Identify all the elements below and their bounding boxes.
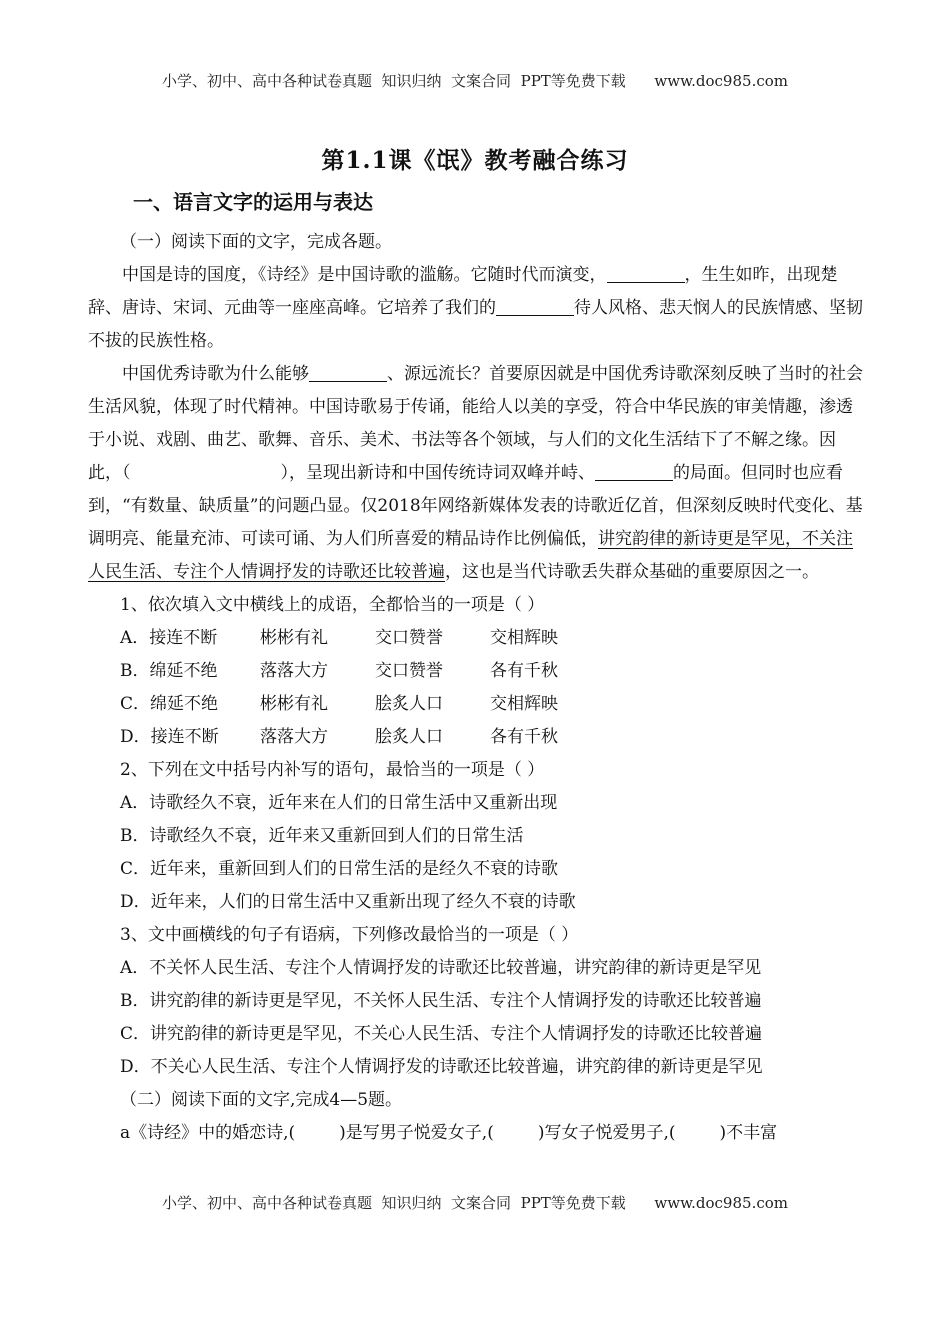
- question-2-option-d: D．近年来，人们的日常生活中又重新出现了经久不衰的诗歌: [120, 892, 576, 912]
- passage-paragraph-3: [88, 1117, 864, 1150]
- text-run: a《诗经》中的婚恋诗,(: [120, 1123, 296, 1143]
- part-two-heading: （二）阅读下面的文字,完成4—5题。: [120, 1090, 403, 1110]
- question-1-option-c: [88, 688, 864, 721]
- question-2-stem: 2、下列在文中括号内补写的语句，最恰当的一项是（ ）: [120, 760, 545, 780]
- text-run: ，这也是当代诗歌丢失群众基础的重要原因之一。: [445, 562, 819, 582]
- option-cell: 交口赞誉: [375, 628, 443, 648]
- page-header: 小学、初中、高中各种试卷真题 知识归纳 文案合同 PPT等免费下载 www.doc985.com: [161, 72, 788, 90]
- option-cell: 彬彬有礼: [260, 694, 328, 714]
- option-cell: B．绵延不绝: [120, 661, 218, 681]
- question-2-option-b: B．诗歌经久不衰，近年来又重新回到人们的日常生活: [120, 826, 524, 846]
- page-title: 第1.1课《氓》教考融合练习: [321, 147, 629, 174]
- question-3-stem: 3、文中画横线的句子有语病，下列修改最恰当的一项是（ ）: [120, 925, 579, 945]
- option-cell: 交相辉映: [490, 628, 558, 648]
- text-run: ，生生如昨，出现楚辞、唐诗、宋词、元曲等一座座高峰。它培养了我们的: [88, 265, 838, 318]
- option-cell: 交口赞誉: [375, 661, 443, 681]
- option-cell: D．接连不断: [120, 727, 219, 747]
- option-cell: 脍炙人口: [375, 727, 443, 747]
- text-run: 中国优秀诗歌为什么能够: [122, 364, 309, 384]
- option-cell: 交相辉映: [490, 694, 558, 714]
- option-cell: 落落大方: [260, 727, 328, 747]
- option-cell: 各有千秋: [490, 661, 558, 681]
- question-1-option-d: [88, 721, 864, 754]
- option-cell: 各有千秋: [490, 727, 558, 747]
- text-run: 中国是诗的国度，《诗经》是中国诗歌的滥觞。它随时代而演变，: [122, 265, 607, 285]
- passage-paragraph-1: [88, 259, 864, 358]
- text-run: 的局面。但同时也应看到，“有数量、缺质量”的问题凸显。仅2018年网络新媒体发表的诗歌近亿首，但深刻反映时代变化、基调明亮、能量充沛、可读可诵、为人们所喜爱的精品诗作比例偏低，: [88, 463, 863, 549]
- fill-blank: [607, 265, 685, 283]
- option-cell: 落落大方: [260, 661, 328, 681]
- question-3-option-d: D．不关心人民生活、专注个人情调抒发的诗歌还比较普遍，讲究韵律的新诗更是罕见: [120, 1057, 763, 1077]
- text-run: )不丰富: [719, 1123, 778, 1143]
- option-cell: 彬彬有礼: [260, 628, 328, 648]
- section-heading: 一、语言文字的运用与表达: [133, 190, 373, 214]
- part-one-heading: （一）阅读下面的文字，完成各题。: [120, 232, 392, 252]
- text-run: )是写男子悦爱女子,(: [339, 1123, 494, 1143]
- text-run: 、源远流长？首要原因就是中国优秀诗歌深刻反映了当时的社会生活风貌，体现了时代精神。中国诗歌易于传诵，能给人以美的享受，符合中华民族的审美情趣，渗透于小说、戏剧、曲艺、歌舞、音乐、美术、书法等各个领域，与人们的文化生活结下了不解之缘。因此，（: [88, 364, 863, 483]
- question-1-option-a: [88, 622, 864, 655]
- question-2-option-a: A．诗歌经久不衰，近年来在人们的日常生活中又重新出现: [120, 793, 558, 813]
- text-run: 待人风格、悲天悯人的民族情感、坚韧不拔的民族性格。: [88, 298, 863, 351]
- passage-paragraph-2: [88, 358, 864, 589]
- question-3-option-b: B．讲究韵律的新诗更是罕见，不关怀人民生活、专注个人情调抒发的诗歌还比较普遍: [120, 991, 762, 1011]
- question-1-option-b: [88, 655, 864, 688]
- fill-blank: [496, 298, 574, 316]
- question-2-option-c: C．近年来，重新回到人们的日常生活的是经久不衰的诗歌: [120, 859, 559, 879]
- option-cell: A．接连不断: [120, 628, 218, 648]
- question-1-stem: 1、依次填入文中横线上的成语，全都恰当的一项是（ ）: [120, 595, 545, 615]
- document-body: [88, 226, 864, 1150]
- text-run: )写女子悦爱男子,(: [537, 1123, 676, 1143]
- fill-blank: [595, 463, 673, 481]
- question-3-option-a: A．不关怀人民生活、专注个人情调抒发的诗歌还比较普遍，讲究韵律的新诗更是罕见: [120, 958, 762, 978]
- fill-blank: [309, 364, 387, 382]
- option-cell: 脍炙人口: [375, 694, 443, 714]
- page-footer: 小学、初中、高中各种试卷真题 知识归纳 文案合同 PPT等免费下载 www.doc985.com: [161, 1194, 788, 1212]
- question-3-option-c: C．讲究韵律的新诗更是罕见，不关心人民生活、专注个人情调抒发的诗歌还比较普遍: [120, 1024, 763, 1044]
- text-run: ），呈现出新诗和中国传统诗词双峰并峙、: [280, 463, 595, 483]
- option-cell: C．绵延不绝: [120, 694, 219, 714]
- underlined-sentence: 讲究韵律的新诗更是罕见，不关注人民生活、专注个人情调抒发的诗歌还比较普遍: [88, 529, 853, 582]
